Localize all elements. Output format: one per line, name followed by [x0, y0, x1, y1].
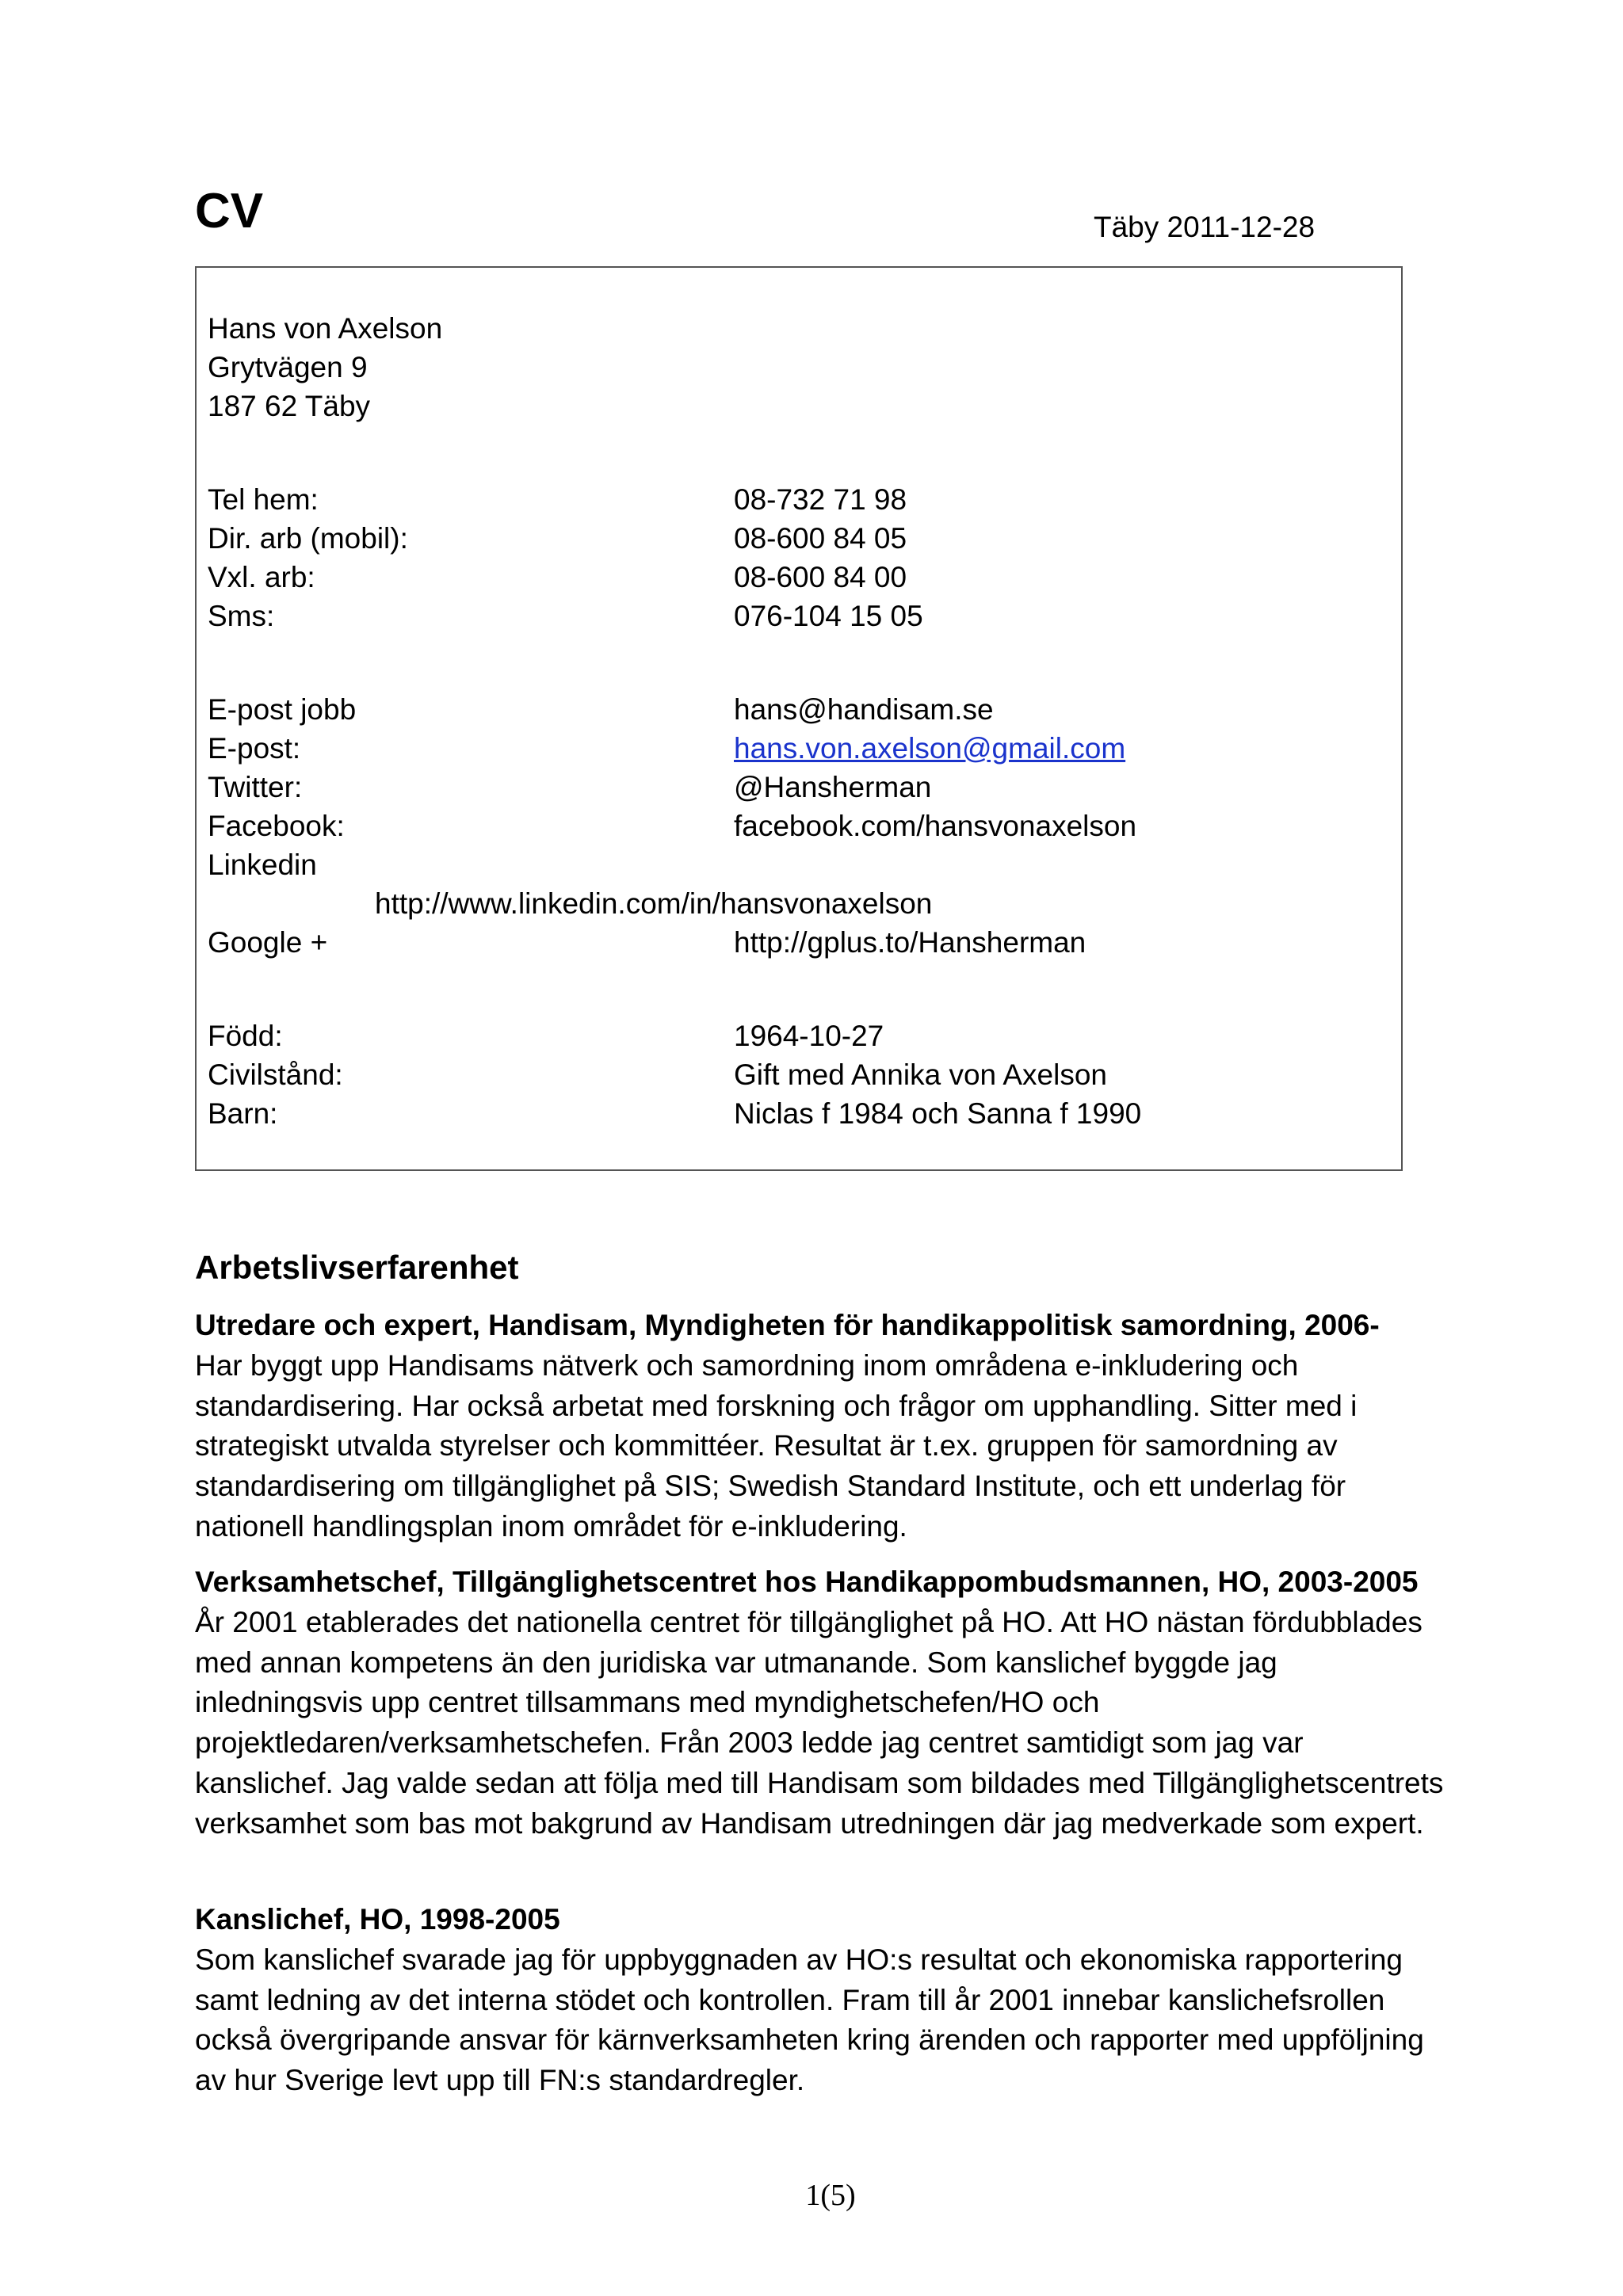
- children-value: Niclas f 1984 och Sanna f 1990: [734, 1097, 1142, 1130]
- cv-title: CV: [195, 184, 264, 238]
- twitter-value: @Hansherman: [734, 771, 932, 803]
- phone-switch-value: 08-600 84 00: [734, 561, 907, 593]
- facebook-label: Facebook:: [208, 810, 345, 842]
- phone-home-value: 08-732 71 98: [734, 483, 907, 516]
- job-title: Verksamhetschef, Tillgänglighetscentret hos Handikappombudsmannen, HO, 2003-2005: [195, 1566, 1419, 1598]
- job-title: Kanslichef, HO, 1998-2005: [195, 1903, 560, 1936]
- google-value: http://gplus.to/Hansherman: [734, 926, 1086, 959]
- contact-name: Hans von Axelson: [208, 312, 443, 345]
- facebook-value: facebook.com/hansvonaxelson: [734, 810, 1137, 842]
- phone-direct-label: Dir. arb (mobil):: [208, 522, 408, 555]
- job-description: År 2001 etablerades det nationella centret för tillgänglighet på HO. Att HO nästan fördubblades med annan kompetens än den juridiska var utmanande. Som kanslichef byggde jag inledningsvis upp centret tillsammans med myndighetschefen/HO och projektledaren/verksamhetschefen. Från 2003 ledde jag centret samtidigt som jag var kanslichef. Jag valde sedan att följa med till Handisam som bildades med Tillgänglighetscentrets verksamhet som bas mot bakgrund av Handisam utredningen där jag medverkade som expert.: [195, 1605, 1444, 1840]
- job-title: Utredare och expert, Handisam, Myndigheten för handikappolitisk samordning, 2006-: [195, 1309, 1380, 1341]
- job-entry: [195, 1900, 1447, 2101]
- twitter-label: Twitter:: [208, 771, 303, 803]
- contact-street: Grytvägen 9: [208, 351, 368, 383]
- job-description: Har byggt upp Handisams nätverk och samordning inom områdena e-inkludering och standardisering. Har också arbetat med forskning och frågor om upphandling. Sitter med i strategiskt utvalda styrelser och kommittéer. Resultat är t.ex. gruppen för samordning av standardisering om tillgänglighet på SIS; Swedish Standard Institute, och ett underlag för nationell handlingsplan inom området för e-inkludering.: [195, 1348, 1358, 1543]
- phone-home-label: Tel hem:: [208, 483, 319, 516]
- born-label: Född:: [208, 1020, 283, 1052]
- born-value: 1964-10-27: [734, 1020, 884, 1052]
- experience-heading: Arbetslivserfarenhet: [195, 1249, 519, 1286]
- email-label: E-post:: [208, 732, 301, 765]
- phone-sms-label: Sms:: [208, 600, 275, 632]
- page-number: 1(5): [805, 2179, 856, 2212]
- linkedin-value: http://www.linkedin.com/in/hansvonaxelson: [375, 887, 933, 920]
- contact-postal: 187 62 Täby: [208, 390, 371, 422]
- phone-sms-value: 076-104 15 05: [734, 600, 923, 632]
- job-entry: [195, 1306, 1447, 1547]
- children-label: Barn:: [208, 1097, 278, 1130]
- place-date: Täby 2011-12-28: [1094, 211, 1316, 243]
- job-description: Som kanslichef svarade jag för uppbyggnaden av HO:s resultat och ekonomiska rapportering samt ledning av det interna stödet och kontrollen. Fram till år 2001 innebar kanslichefsrollen också övergripande ansvar för kärnverksamheten kring ärenden och rapporter med uppföljning av hur Sverige levt upp till FN:s standardregler.: [195, 1943, 1424, 2097]
- civil-status-label: Civilstånd:: [208, 1058, 343, 1091]
- phone-direct-value: 08-600 84 05: [734, 522, 907, 555]
- work-email-label: E-post jobb: [208, 693, 357, 726]
- work-email-value: hans@handisam.se: [734, 693, 994, 726]
- linkedin-label: Linkedin: [208, 849, 317, 881]
- phone-switch-label: Vxl. arb:: [208, 561, 315, 593]
- google-label: Google +: [208, 926, 328, 959]
- job-entry: [195, 1562, 1447, 1844]
- email-link[interactable]: hans.von.axelson@gmail.com: [734, 732, 1126, 765]
- civil-status-value: Gift med Annika von Axelson: [734, 1058, 1107, 1091]
